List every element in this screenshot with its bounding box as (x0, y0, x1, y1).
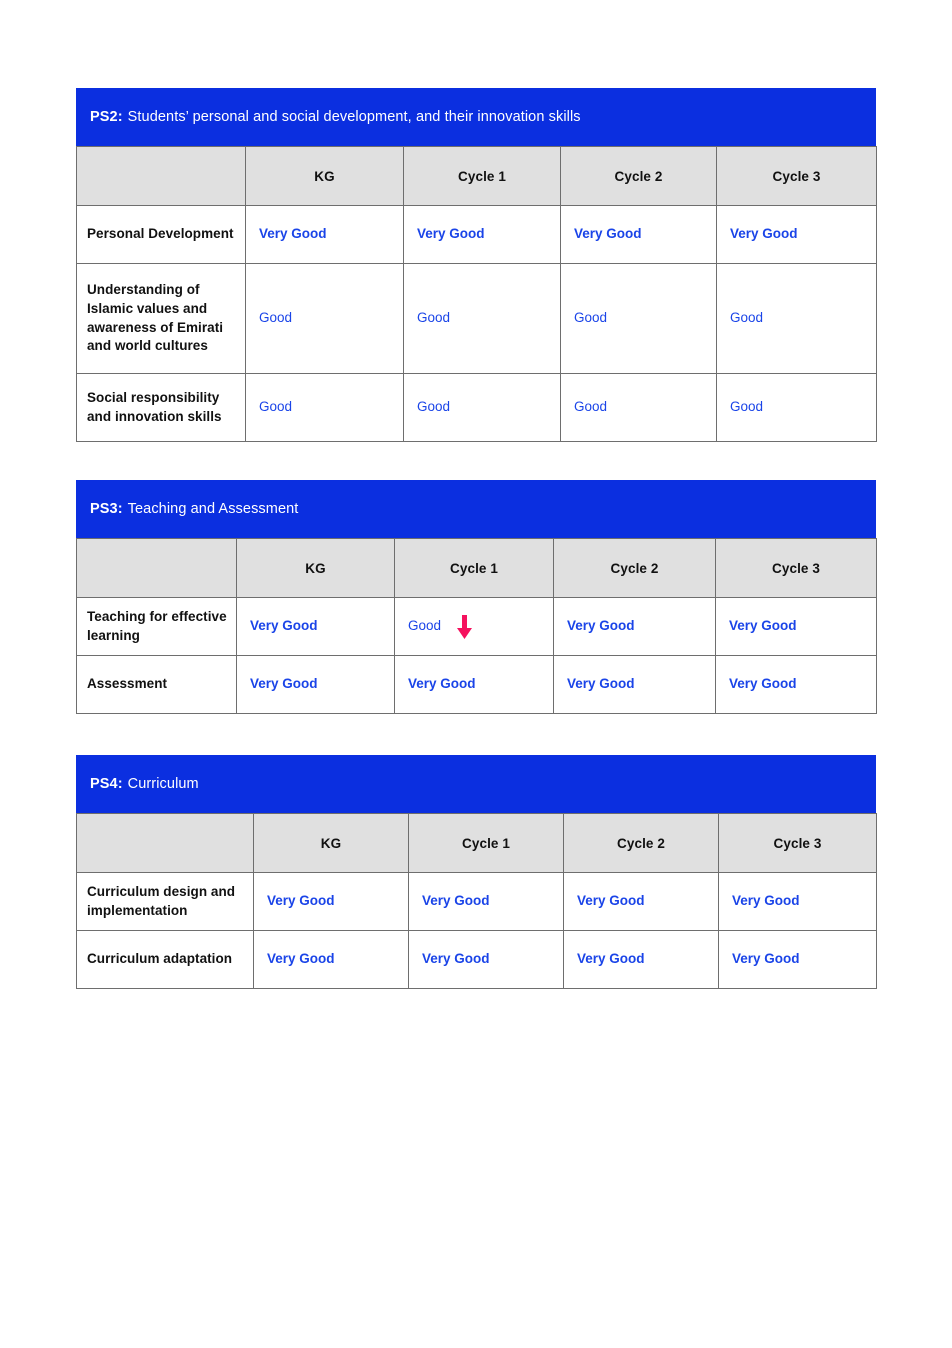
rating-value: Good (417, 310, 451, 326)
ps-title: Students’ personal and social development, and their innovation skills (127, 109, 581, 125)
rating-wrap (730, 309, 867, 328)
rating-cell (395, 598, 554, 656)
rating-wrap (417, 309, 551, 328)
rating-cell (561, 374, 717, 442)
table-row (77, 264, 877, 374)
rating-cell (246, 264, 404, 374)
rating-cell (717, 374, 877, 442)
ps-banner-1 (76, 88, 876, 146)
rating-value: Very Good (574, 226, 642, 242)
rating-cell (716, 598, 877, 656)
rating-value: Very Good (422, 893, 490, 909)
rating-value: Good (408, 618, 442, 634)
rating-value: Very Good (267, 951, 335, 967)
rating-cell (404, 264, 561, 374)
rating-cell (409, 931, 564, 989)
column-header-cycle-1: Cycle 1 (395, 539, 554, 598)
rating-value: Good (730, 310, 764, 326)
rating-wrap (567, 617, 706, 636)
table-header-row (77, 814, 877, 873)
ps-table-block-1 (76, 88, 876, 442)
rating-value: Good (259, 310, 293, 326)
rating-cell (246, 374, 404, 442)
column-header-blank (77, 147, 246, 206)
rating-wrap (577, 950, 709, 969)
rating-value: Good (574, 310, 608, 326)
rating-wrap (408, 675, 544, 694)
rating-value: Very Good (422, 951, 490, 967)
rating-cell (404, 206, 561, 264)
rating-wrap (729, 675, 867, 694)
rating-cell (409, 873, 564, 931)
row-label: Assessment (77, 656, 237, 714)
table-header-row (77, 147, 877, 206)
rating-value: Very Good (250, 676, 318, 692)
table-row (77, 873, 877, 931)
ps-title: Teaching and Assessment (127, 501, 299, 517)
rating-cell (237, 656, 395, 714)
rating-value: Very Good (250, 618, 318, 634)
rating-value: Very Good (577, 951, 645, 967)
rating-wrap (417, 225, 551, 244)
ps-table (76, 146, 877, 442)
rating-value: Very Good (267, 893, 335, 909)
rating-value: Very Good (567, 676, 635, 692)
rating-value: Very Good (729, 618, 797, 634)
rating-cell (554, 598, 716, 656)
table-row (77, 656, 877, 714)
column-header-kg: KG (246, 147, 404, 206)
rating-cell (554, 656, 716, 714)
rating-cell (716, 656, 877, 714)
row-label: Understanding of Islamic values and awareness of Emirati and world cultures (77, 264, 246, 374)
column-header-kg: KG (254, 814, 409, 873)
column-header-cycle-1: Cycle 1 (409, 814, 564, 873)
rating-cell (564, 931, 719, 989)
row-label: Personal Development (77, 206, 246, 264)
rating-wrap (259, 398, 394, 417)
rating-wrap (259, 309, 394, 328)
table-row (77, 598, 877, 656)
rating-cell (564, 873, 719, 931)
ps-code: PS2: (90, 109, 123, 125)
rating-value: Good (259, 399, 293, 415)
rating-cell (561, 206, 717, 264)
rating-wrap (417, 398, 551, 417)
rating-wrap (422, 892, 554, 911)
rating-value: Very Good (729, 676, 797, 692)
rating-wrap (267, 950, 399, 969)
rating-wrap (250, 617, 385, 636)
rating-cell (237, 598, 395, 656)
ps-banner-3 (76, 755, 876, 813)
rating-cell (254, 873, 409, 931)
rating-value: Good (574, 399, 608, 415)
rating-wrap (574, 398, 707, 417)
row-label: Teaching for effective learning (77, 598, 237, 656)
rating-cell (395, 656, 554, 714)
column-header-cycle-2: Cycle 2 (564, 814, 719, 873)
rating-value: Very Good (567, 618, 635, 634)
column-header-cycle-2: Cycle 2 (561, 147, 717, 206)
ps-title: Curriculum (127, 776, 199, 792)
rating-value: Very Good (732, 893, 800, 909)
rating-cell (719, 873, 877, 931)
column-header-cycle-2: Cycle 2 (554, 539, 716, 598)
table-row (77, 206, 877, 264)
rating-cell (404, 374, 561, 442)
column-header-blank (77, 814, 254, 873)
rating-wrap (408, 615, 544, 639)
rating-wrap (729, 617, 867, 636)
table-header-row (77, 539, 877, 598)
rating-cell (254, 931, 409, 989)
ps-table-block-2 (76, 480, 876, 714)
column-header-cycle-1: Cycle 1 (404, 147, 561, 206)
rating-cell (561, 264, 717, 374)
rating-wrap (574, 225, 707, 244)
rating-value: Very Good (417, 226, 485, 242)
rating-value: Good (730, 399, 764, 415)
rating-value: Very Good (732, 951, 800, 967)
rating-wrap (267, 892, 399, 911)
row-label: Curriculum adaptation (77, 931, 254, 989)
table-row (77, 931, 877, 989)
table-row (77, 374, 877, 442)
column-header-blank (77, 539, 237, 598)
ps-table (76, 538, 877, 714)
rating-cell (246, 206, 404, 264)
ps-table-block-3 (76, 755, 876, 989)
rating-wrap (730, 398, 867, 417)
rating-wrap (577, 892, 709, 911)
rating-wrap (259, 225, 394, 244)
rating-wrap (567, 675, 706, 694)
rating-cell (719, 931, 877, 989)
arrow-down-icon (457, 615, 472, 639)
ps-table (76, 813, 877, 989)
rating-value: Very Good (259, 226, 327, 242)
rating-cell (717, 264, 877, 374)
ps-code: PS4: (90, 776, 123, 792)
column-header-cycle-3: Cycle 3 (716, 539, 877, 598)
column-header-cycle-3: Cycle 3 (717, 147, 877, 206)
ps-code: PS3: (90, 501, 123, 517)
rating-wrap (730, 225, 867, 244)
row-label: Social responsibility and innovation skills (77, 374, 246, 442)
rating-wrap (574, 309, 707, 328)
column-header-kg: KG (237, 539, 395, 598)
rating-wrap (732, 892, 867, 911)
column-header-cycle-3: Cycle 3 (719, 814, 877, 873)
rating-cell (717, 206, 877, 264)
row-label: Curriculum design and implementation (77, 873, 254, 931)
rating-wrap (422, 950, 554, 969)
rating-wrap (732, 950, 867, 969)
rating-value: Good (417, 399, 451, 415)
rating-value: Very Good (730, 226, 798, 242)
ps-banner-2 (76, 480, 876, 538)
rating-wrap (250, 675, 385, 694)
rating-value: Very Good (408, 676, 476, 692)
rating-value: Very Good (577, 893, 645, 909)
